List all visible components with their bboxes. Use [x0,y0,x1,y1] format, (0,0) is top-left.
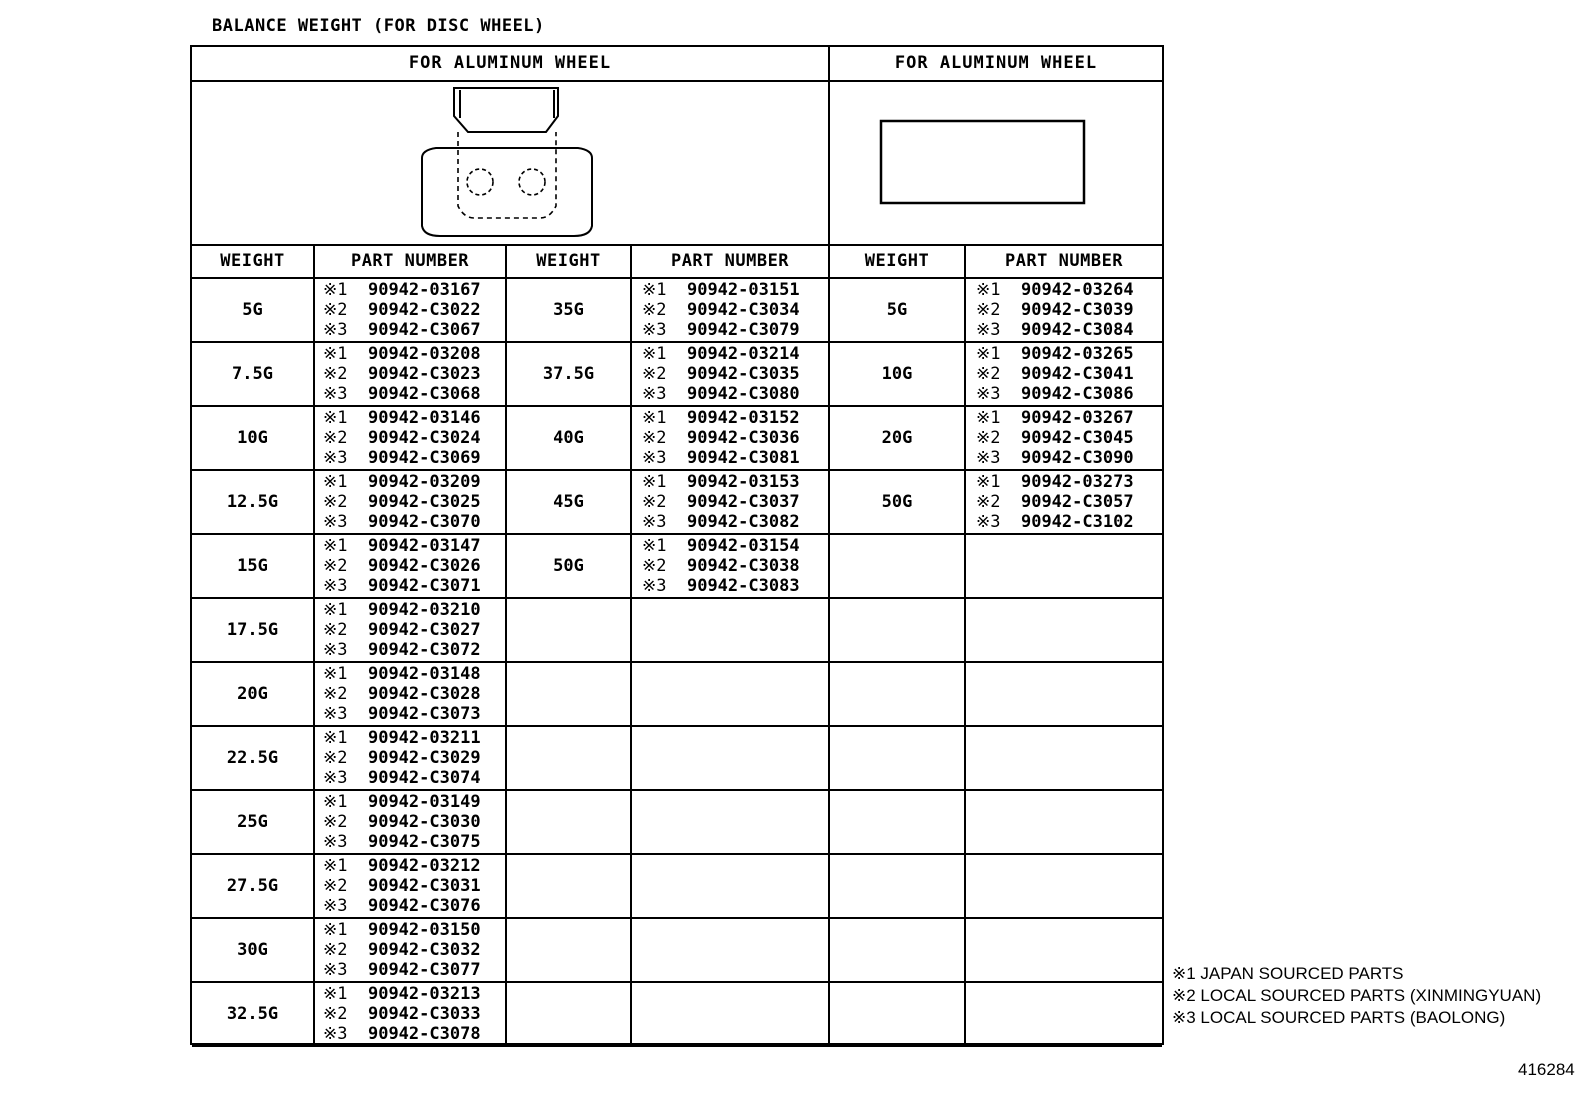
part-number-line [323,536,481,556]
part-number-line [642,576,800,596]
weight-cell [830,919,964,981]
source-mark: ※1 [323,408,348,428]
source-mark: ※3 [642,320,667,340]
part-number: 90942-03151 [686,280,800,300]
group-header-row [192,47,1162,82]
part-number-cell [323,280,481,342]
part-number: 90942-03265 [1020,344,1134,364]
grid-line [828,47,830,1043]
part-number-cell [642,408,800,470]
part-number-cell [323,600,481,662]
weight-cell: 22.5G [226,748,279,768]
part-number-line [976,408,1134,428]
part-number: 90942-03153 [686,472,800,492]
part-number-line [323,300,481,320]
part-number: 90942-03211 [367,728,481,748]
source-mark: ※2 [323,428,348,448]
part-number: 90942-C3025 [367,492,481,512]
column-header-row [192,246,1162,279]
part-number: 90942-C3036 [686,428,800,448]
part-number-line [323,832,481,852]
part-number: 90942-C3077 [367,960,481,980]
part-number-line [976,320,1134,340]
part-number: 90942-C3039 [1020,300,1134,320]
part-number: 90942-C3038 [686,556,800,576]
weight-cell [507,727,630,789]
source-mark: ※3 [323,768,348,788]
source-mark: ※3 [976,320,1001,340]
part-number-line [642,428,800,448]
part-number-line [976,364,1134,384]
source-mark: ※2 [323,620,348,640]
weight-cell: 20G [237,684,268,704]
weight-cell: 32.5G [226,1004,279,1024]
part-number-line [323,492,481,512]
part-number-line [642,448,800,468]
weight-cell: 5G [886,300,908,320]
part-number: 90942-C3080 [686,384,800,404]
part-number-cell [323,856,481,918]
weight-cell [507,599,630,661]
source-mark: ※3 [323,704,348,724]
source-mark: ※3 [976,512,1001,532]
weight-cell [830,791,964,853]
weight-cell: 12.5G [226,492,279,512]
source-mark: ※1 [323,472,348,492]
source-mark: ※3 [323,576,348,596]
part-number: 90942-03212 [367,856,481,876]
source-mark: ※2 [323,364,348,384]
source-mark: ※1 [976,472,1001,492]
part-number-line [976,492,1134,512]
part-number-cell [642,280,800,342]
table-row [192,919,1162,983]
part-number-line [323,704,481,724]
table-row [192,983,1162,1047]
weight-cell: 10G [881,364,913,384]
part-number: 90942-03150 [367,920,481,940]
part-number: 90942-C3057 [1020,492,1134,512]
part-number-line [642,492,800,512]
part-number-line [323,812,481,832]
part-number-line [323,664,481,684]
part-number-line [642,364,800,384]
part-number-line [323,1024,481,1044]
weight-cell: 10G [237,428,268,448]
part-number: 90942-C3078 [367,1024,481,1044]
weight-cell: 17.5G [226,620,279,640]
part-number: 90942-C3086 [1020,384,1134,404]
part-number: 90942-C3028 [367,684,481,704]
source-mark: ※1 [642,408,667,428]
part-number-line [323,428,481,448]
part-number-cell [323,344,481,406]
part-number-cell [323,984,481,1046]
part-number-line [976,428,1134,448]
part-number: 90942-03213 [367,984,481,1004]
source-mark: ※2 [642,300,667,320]
table-row [192,535,1162,599]
part-number-line [323,600,481,620]
source-mark: ※3 [323,832,348,852]
source-mark: ※3 [323,512,348,532]
part-number-line [323,768,481,788]
part-number-line [323,792,481,812]
source-notes [1172,963,1541,1029]
part-number-line [323,640,481,660]
source-mark: ※1 [642,344,667,364]
part-number: 90942-C3074 [367,768,481,788]
part-number: 90942-03167 [367,280,481,300]
weight-cell: 25G [237,812,268,832]
source-mark: ※2 [323,300,348,320]
part-number-line [323,384,481,404]
source-mark: ※3 [323,960,348,980]
note-baolong: ※3 LOCAL SOURCED PARTS (BAOLONG) [1172,1008,1506,1027]
source-mark: ※1 [976,280,1001,300]
table-row [192,343,1162,407]
source-mark: ※1 [323,280,348,300]
source-mark: ※2 [323,940,348,960]
weight-cell [830,535,964,597]
weight-cell [830,727,964,789]
document-title: BALANCE WEIGHT (FOR DISC WHEEL) [212,16,545,36]
part-number: 90942-C3102 [1020,512,1134,532]
col-header-part-number-1: PART NUMBER [350,251,470,271]
source-mark: ※2 [323,748,348,768]
part-number-cell [976,472,1134,534]
part-number-cell [323,920,481,982]
source-mark: ※1 [976,408,1001,428]
part-number: 90942-03210 [367,600,481,620]
source-mark: ※3 [323,384,348,404]
weight-cell: 45G [553,492,584,512]
source-mark: ※1 [323,344,348,364]
part-number-line [323,280,481,300]
part-number: 90942-C3079 [686,320,800,340]
part-number: 90942-C3023 [367,364,481,384]
table-row [192,471,1162,535]
part-number-line [642,280,800,300]
grid-line [964,246,966,1043]
part-number-line [323,984,481,1004]
part-number-line [642,536,800,556]
weight-cell: 7.5G [232,364,273,384]
part-number-line [323,556,481,576]
part-number: 90942-C3035 [686,364,800,384]
part-number-cell [323,472,481,534]
col-header-weight-1: WEIGHT [220,251,285,271]
col-header-part-number-2: PART NUMBER [670,251,790,271]
part-number-line [323,876,481,896]
source-mark: ※2 [642,364,667,384]
part-number-line [976,512,1134,532]
part-number: 90942-C3045 [1020,428,1134,448]
part-number: 90942-C3022 [367,300,481,320]
part-number: 90942-C3024 [367,428,481,448]
part-number-line [323,684,481,704]
col-header-weight-3: WEIGHT [864,251,930,271]
part-number: 90942-C3037 [686,492,800,512]
source-mark: ※2 [323,812,348,832]
part-number: 90942-03273 [1020,472,1134,492]
source-mark: ※3 [642,512,667,532]
weight-cell [507,663,630,725]
part-number: 90942-C3071 [367,576,481,596]
part-number: 90942-C3083 [686,576,800,596]
part-number-line [642,556,800,576]
part-number-line [976,448,1134,468]
part-number: 90942-03267 [1020,408,1134,428]
weight-cell [830,599,964,661]
part-number-cell [323,728,481,790]
part-number: 90942-C3027 [367,620,481,640]
weight-cell [830,983,964,1045]
part-number-line [323,576,481,596]
part-number-line [323,896,481,916]
weight-cell: 50G [553,556,584,576]
source-mark: ※2 [976,428,1001,448]
part-number: 90942-C3041 [1020,364,1134,384]
part-number-cell [642,472,800,534]
part-number-line [642,384,800,404]
part-number-line [642,320,800,340]
part-number: 90942-C3076 [367,896,481,916]
source-mark: ※3 [976,384,1001,404]
col-header-weight-2: WEIGHT [536,251,601,271]
part-number: 90942-03208 [367,344,481,364]
adhesive-weight-drawing [878,118,1088,208]
source-mark: ※3 [323,320,348,340]
table-row [192,407,1162,471]
weight-cell [507,919,630,981]
part-number: 90942-C3081 [686,448,800,468]
part-number-line [323,856,481,876]
source-mark: ※2 [642,492,667,512]
part-number: 90942-C3070 [367,512,481,532]
part-number: 90942-C3068 [367,384,481,404]
part-number: 90942-03148 [367,664,481,684]
table-row [192,727,1162,791]
weight-cell: 37.5G [542,364,595,384]
grid-line [313,246,315,1043]
part-number-line [976,472,1134,492]
weight-cell: 35G [553,300,584,320]
source-mark: ※1 [323,984,348,1004]
source-mark: ※1 [323,536,348,556]
weight-cell [507,983,630,1045]
part-number: 90942-C3029 [367,748,481,768]
part-number-line [323,940,481,960]
source-mark: ※1 [323,920,348,940]
table-row [192,599,1162,663]
part-number: 90942-C3073 [367,704,481,724]
weight-cell [507,855,630,917]
note-xinmingyuan: ※2 LOCAL SOURCED PARTS (XINMINGYUAN) [1172,986,1542,1005]
weight-cell: 5G [242,300,263,320]
part-number-line [323,512,481,532]
table-row [192,855,1162,919]
part-number: 90942-03147 [367,536,481,556]
part-number-line [642,408,800,428]
part-number-line [642,344,800,364]
part-number-cell [976,344,1134,406]
part-number-line [323,1004,481,1024]
part-number: 90942-C3026 [367,556,481,576]
source-mark: ※2 [642,556,667,576]
source-mark: ※2 [323,556,348,576]
part-number-cell [642,344,800,406]
part-number-line [323,748,481,768]
part-number-line [323,448,481,468]
source-mark: ※1 [642,472,667,492]
part-number-cell [976,280,1134,342]
source-mark: ※1 [323,600,348,620]
part-number-line [323,320,481,340]
part-number-cell [323,536,481,598]
part-number: 90942-C3082 [686,512,800,532]
weight-cell: 15G [237,556,268,576]
source-mark: ※2 [642,428,667,448]
source-mark: ※2 [976,492,1001,512]
note-japan: ※1 JAPAN SOURCED PARTS [1172,964,1404,983]
part-number-line [323,408,481,428]
source-mark: ※2 [976,364,1001,384]
part-number: 90942-C3069 [367,448,481,468]
source-mark: ※3 [323,1024,348,1044]
part-number: 90942-C3090 [1020,448,1134,468]
part-number: 90942-03264 [1020,280,1134,300]
part-number: 90942-03209 [367,472,481,492]
table-row [192,791,1162,855]
part-number: 90942-C3084 [1020,320,1134,340]
part-number-cell [323,664,481,726]
weight-cell [507,791,630,853]
illustration-row [192,82,1162,246]
part-number-line [323,620,481,640]
source-mark: ※3 [642,576,667,596]
part-number: 90942-03154 [686,536,800,556]
weight-cell: 50G [881,492,913,512]
part-number-line [323,472,481,492]
source-mark: ※2 [323,684,348,704]
source-mark: ※1 [976,344,1001,364]
part-number: 90942-03214 [686,344,800,364]
part-number-cell [323,408,481,470]
part-number-line [323,960,481,980]
part-number-line [642,300,800,320]
part-number: 90942-C3072 [367,640,481,660]
part-number-line [976,344,1134,364]
grid-line [505,246,507,1043]
weight-cell: 20G [881,428,913,448]
part-number-cell [323,792,481,854]
balance-weight-table [190,45,1164,1045]
part-number-line [976,280,1134,300]
part-number: 90942-C3030 [367,812,481,832]
part-number-line [323,728,481,748]
source-mark: ※2 [323,876,348,896]
source-mark: ※3 [642,448,667,468]
source-mark: ※1 [323,792,348,812]
source-mark: ※1 [323,664,348,684]
source-mark: ※1 [642,536,667,556]
part-number-line [642,472,800,492]
part-number: 90942-C3031 [367,876,481,896]
source-mark: ※3 [323,448,348,468]
part-number: 90942-03152 [686,408,800,428]
source-mark: ※3 [323,896,348,916]
part-number: 90942-C3067 [367,320,481,340]
source-mark: ※3 [642,384,667,404]
group-header-right: FOR ALUMINUM WHEEL [894,53,1098,73]
part-number-line [323,364,481,384]
weight-cell: 27.5G [226,876,279,896]
group-header-left: FOR ALUMINUM WHEEL [408,53,612,73]
part-number: 90942-03149 [367,792,481,812]
col-header-part-number-3: PART NUMBER [1004,251,1124,271]
clip-on-weight-drawing [414,84,594,242]
weight-cell: 30G [237,940,268,960]
source-mark: ※2 [323,492,348,512]
weight-cell [830,663,964,725]
grid-line [630,246,632,1043]
weight-cell: 40G [553,428,584,448]
part-number-cell [976,408,1134,470]
part-number-line [323,344,481,364]
weight-cell [830,855,964,917]
part-number: 90942-C3032 [367,940,481,960]
source-mark: ※1 [642,280,667,300]
part-number: 90942-03146 [367,408,481,428]
source-mark: ※1 [323,728,348,748]
source-mark: ※2 [976,300,1001,320]
source-mark: ※1 [323,856,348,876]
part-number-line [976,384,1134,404]
part-number-line [323,920,481,940]
part-number-cell [642,536,800,598]
source-mark: ※2 [323,1004,348,1024]
part-number-line [976,300,1134,320]
part-number: 90942-C3034 [686,300,800,320]
source-mark: ※3 [976,448,1001,468]
document-number: 416284 [1518,1060,1575,1079]
table-row [192,279,1162,343]
part-number: 90942-C3033 [367,1004,481,1024]
part-number: 90942-C3075 [367,832,481,852]
source-mark: ※3 [323,640,348,660]
part-number-line [642,512,800,532]
table-row [192,663,1162,727]
